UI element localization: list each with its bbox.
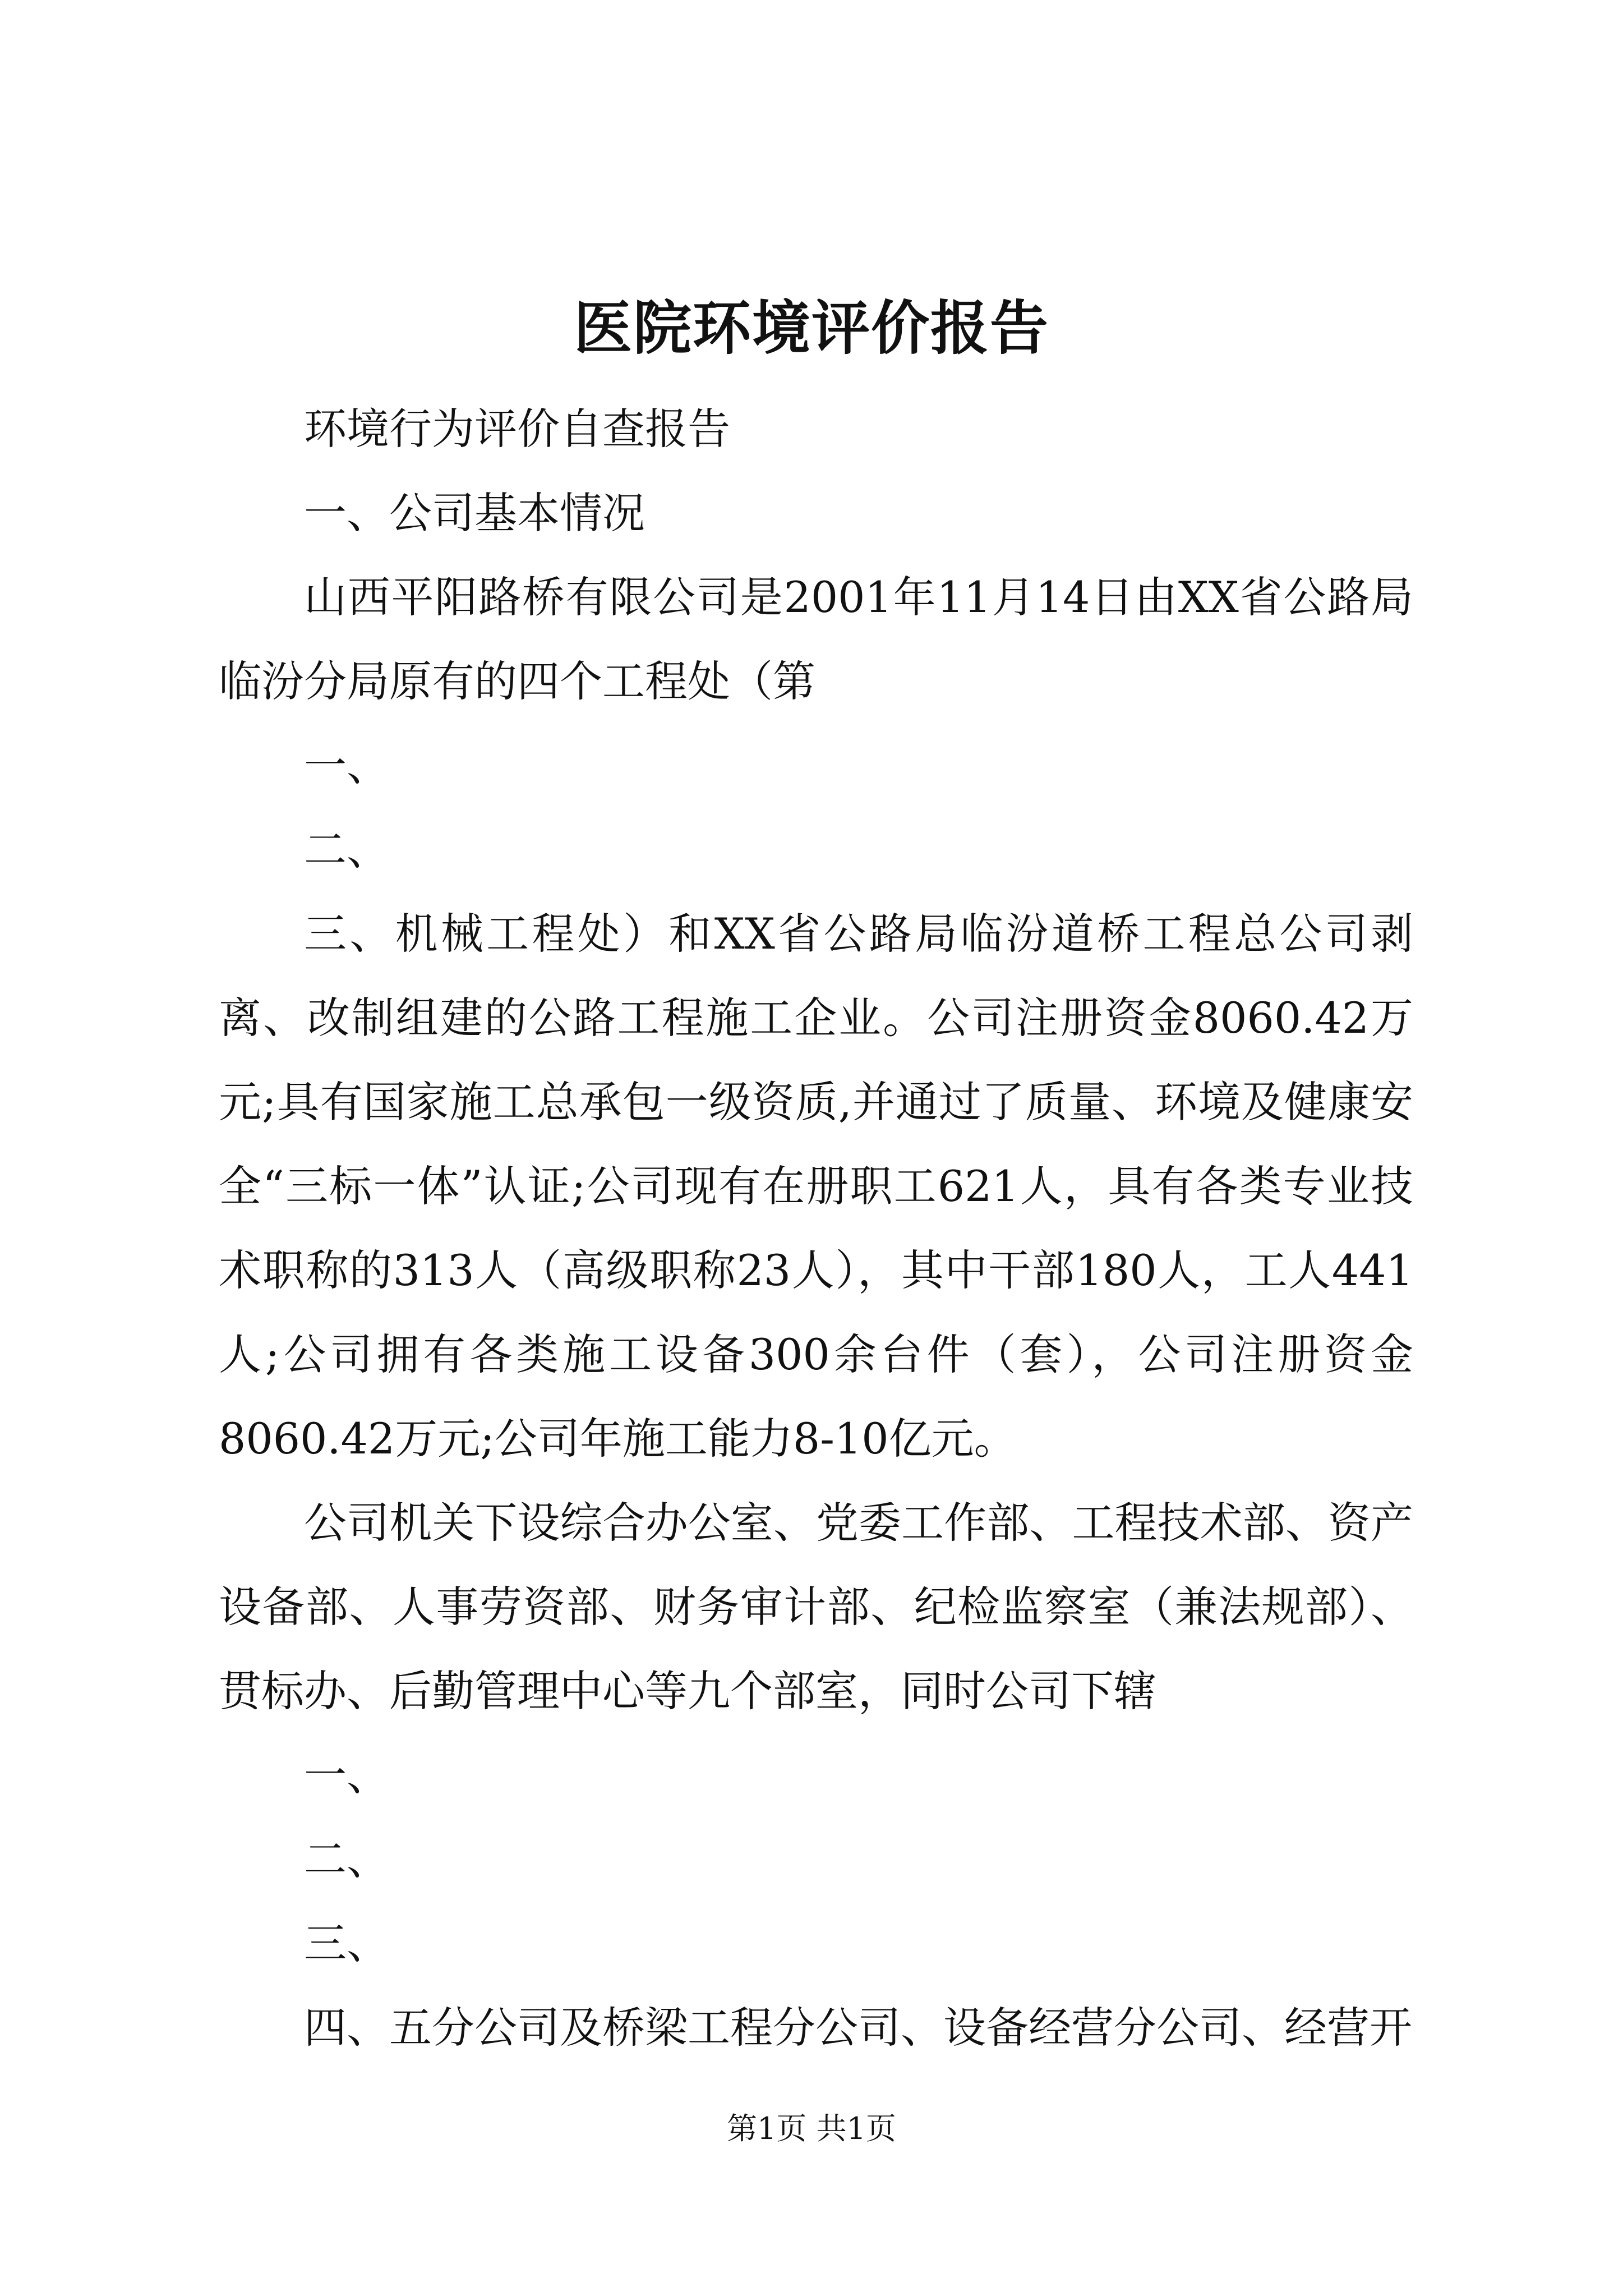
document-body [219,387,1413,2070]
document-title: 医院环境评价报告 [573,293,1049,362]
paragraph: 环境行为评价自查报告 [304,404,730,454]
list-marker: 一、 [304,1750,389,1800]
list-marker: 三、 [304,1918,389,1968]
paragraph: 三、机械工程处）和XX省公路局临汾道桥工程总公司剥离、改制组建的公路工程施工企业。公司注册资金8060.42万元;具有国家施工总承包一级资质,并通过了质量、环境及健康安全“三标一体”认证;公司现有在册职工621人，具有各类专业技术职称的313人（高级职称23人），其中干部180人，工人441人;公司拥有各类施工设备300余台件（套），公司注册资金8060.42万元;公司年施工能力8-10亿元。 [219,909,1413,1464]
section-heading: 一、公司基本情况 [304,488,645,538]
paragraph: 公司机关下设综合办公室、党委工作部、工程技术部、资产设备部、人事劳资部、财务审计部、纪检监察室（兼法规部）、贯标办、后勤管理中心等九个部室，同时公司下辖 [219,1498,1413,1716]
list-marker: 二、 [304,1834,389,1884]
list-marker: 一、 [304,740,389,790]
page-number-footer: 第1页 共1页 [727,2111,896,2146]
paragraph: 四、五分公司及桥梁工程分公司、设备经营分公司、经营开 [304,2003,1412,2053]
list-marker: 二、 [304,825,389,875]
paragraph: 山西平阳路桥有限公司是2001年11月14日由XX省公路局临汾分局原有的四个工程处（第 [219,572,1413,706]
